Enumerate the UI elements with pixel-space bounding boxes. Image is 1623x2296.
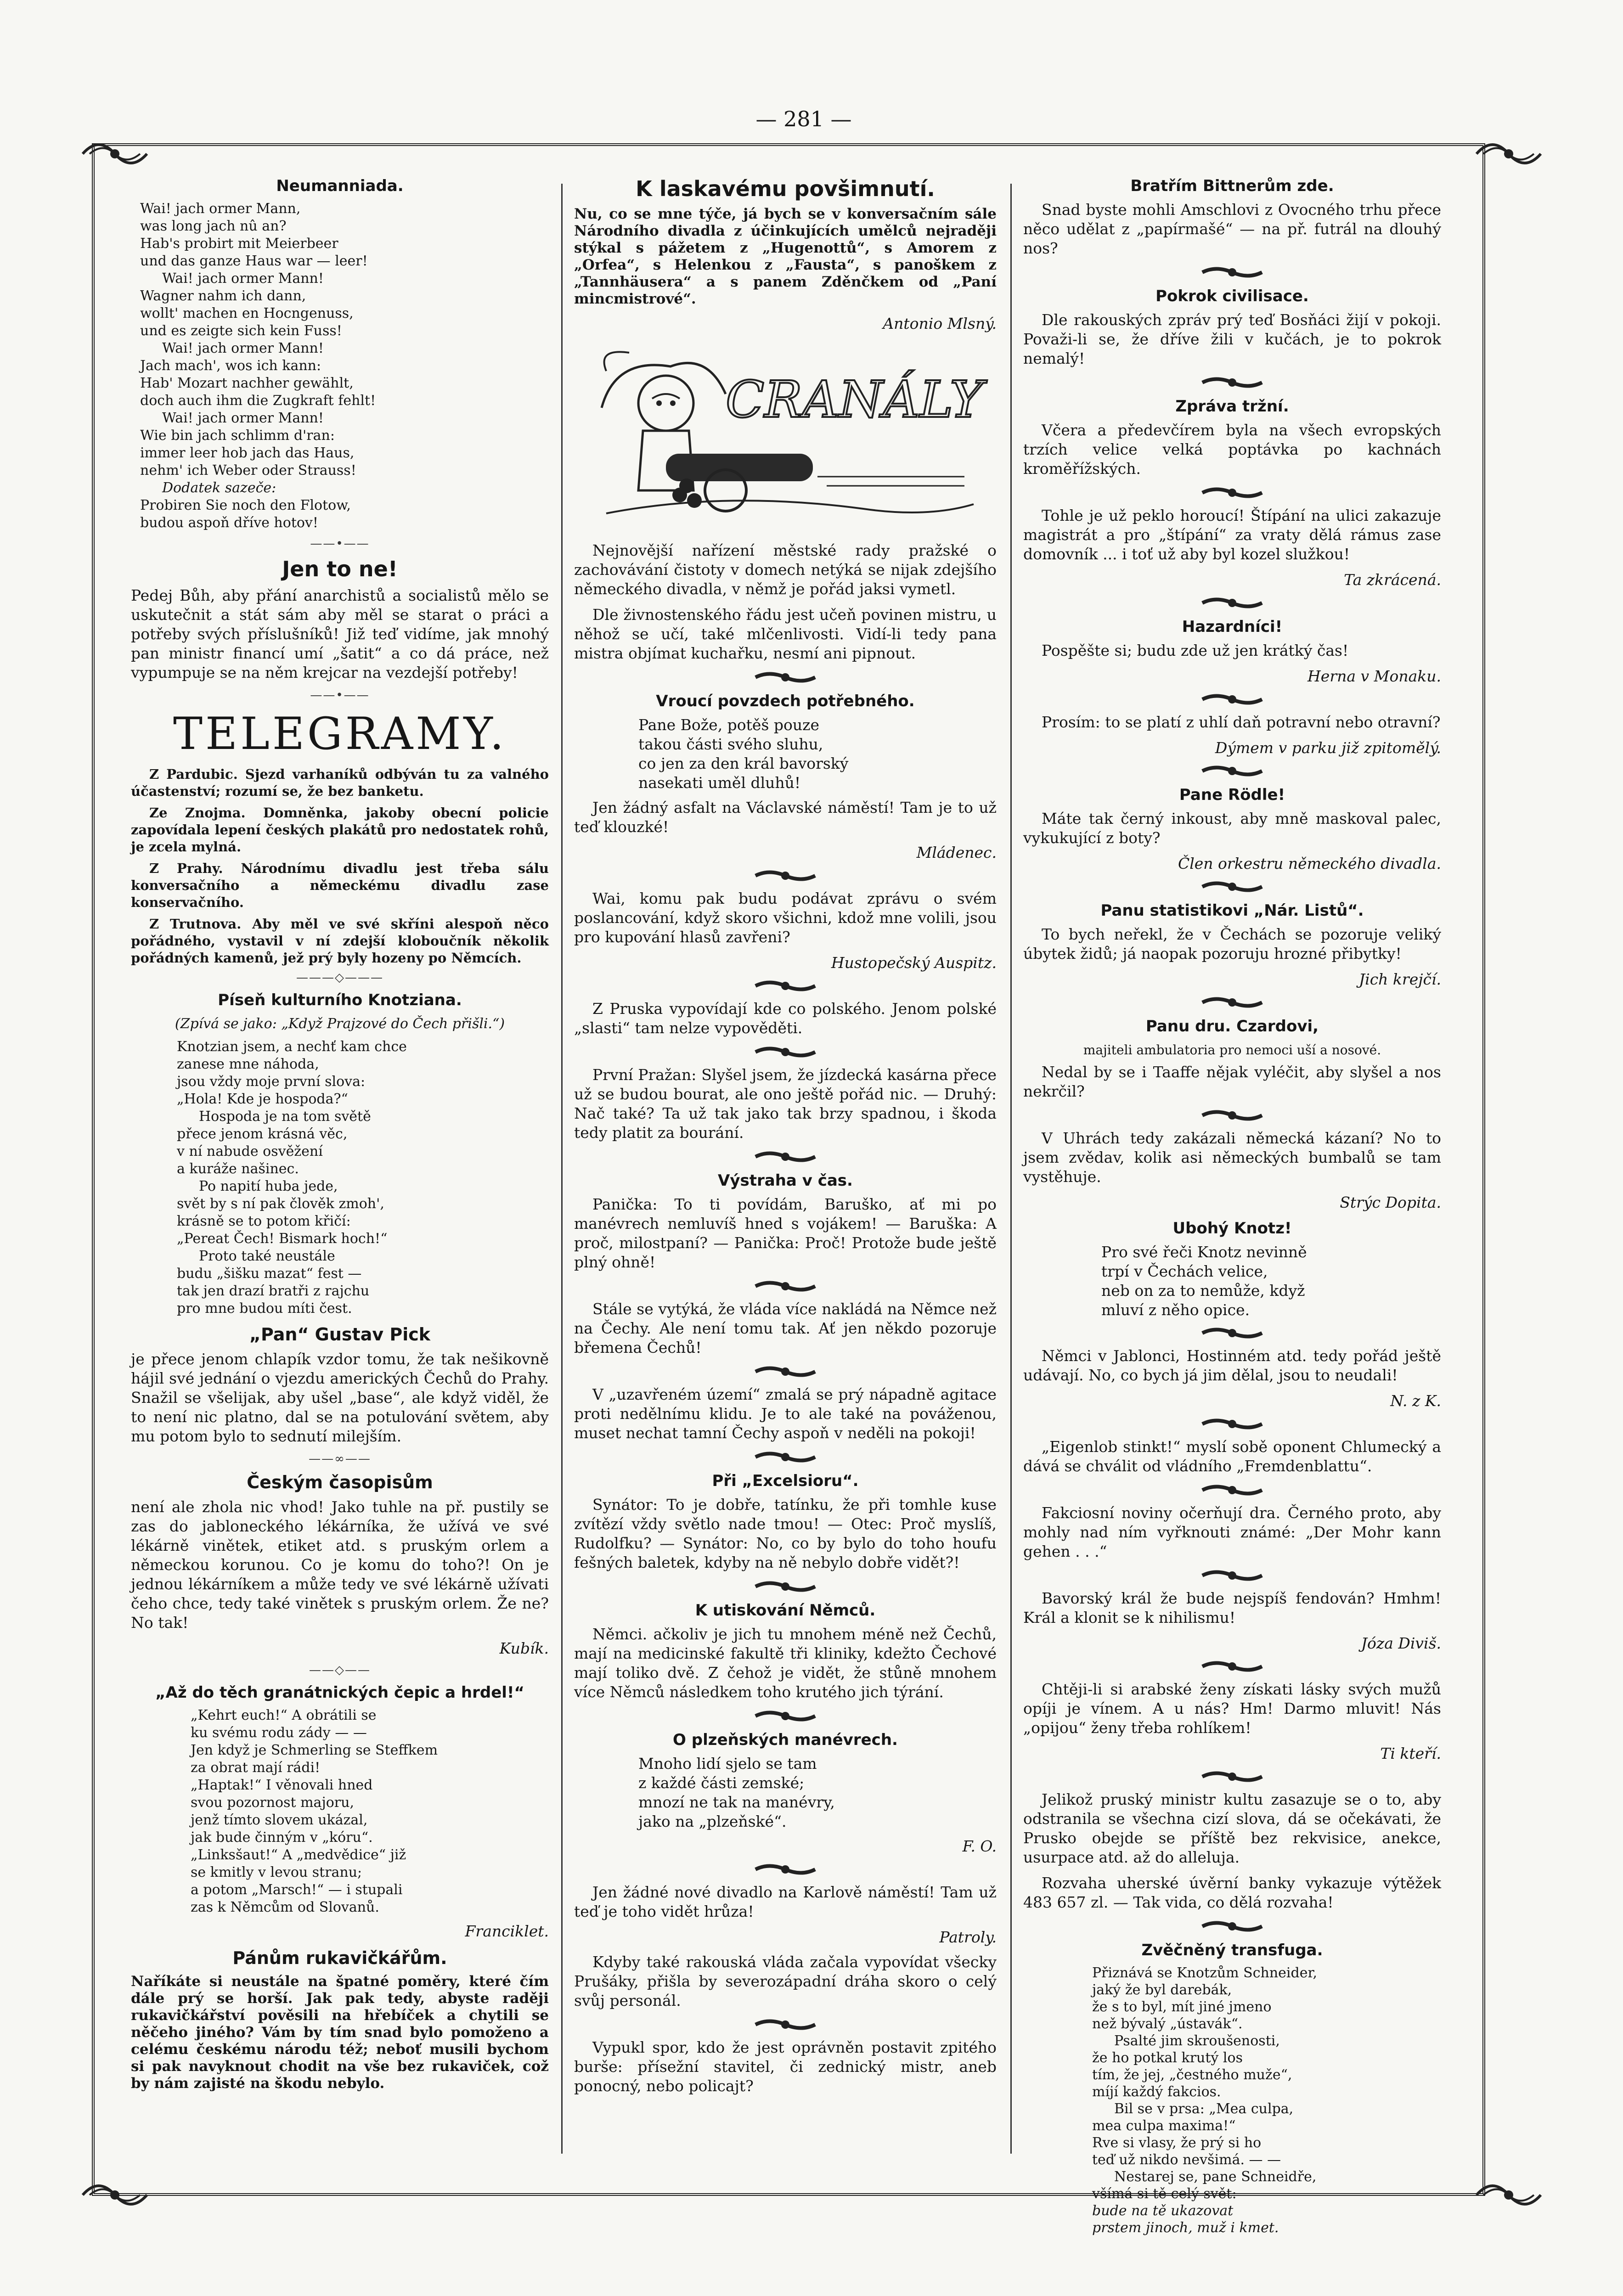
poem-line: Wai! jach ormer Mann, — [140, 201, 301, 217]
povzdech-poem — [574, 715, 997, 793]
poem-line: Hab' Mozart nachher gewählt, — [140, 375, 354, 391]
poem-line: Rve si vlasy, že prý si ho — [1092, 2135, 1262, 2151]
hand-vignette-icon — [1198, 1919, 1267, 1934]
rodle-signature: Člen orkestru německého divadla. — [1178, 855, 1441, 872]
poem-line: Knotzian jsem, a nechť kam chce — [177, 1039, 407, 1055]
rukavickarum-text: Naříkáte si neustále na špatné poměry, které čím dále prý se horší. Jak pak tedy, abyste raději rukavičkářství pověsili na hřebíček a chytili se něčeho jiného? Vám by tím snad bylo pomoženo a celému českému národu též; neboť musili bychom si pak navyknout chodit na vše bez rukaviček, což by nám zajisté na škodu nebylo. — [131, 1973, 549, 2092]
hand-vignette-icon — [751, 978, 820, 994]
poem-line: tak jen drazí bratři z rajchu — [177, 1283, 370, 1299]
banka-text: Rozvaha uherské úvěrní banky vykazuje výtěžek 483 657 zl. — Tak vida, co dělá rozvaha! — [1023, 1874, 1441, 1911]
cepice-signature: Franciklet. — [465, 1922, 549, 1940]
poem-line: „Pereat Čech! Bismark hoch!“ — [177, 1231, 388, 1247]
poem-line: zanese mne náhoda, — [177, 1056, 319, 1072]
statistikovi-text: To bych neřekl, že v Čechách se pozoruje veliký úbytek židů; já naopak pozoruju hrozné přibytky! — [1023, 925, 1441, 962]
wai-signature: Hustopečský Auspitz. — [831, 954, 997, 972]
corner-ornament-icon — [1474, 133, 1543, 174]
bavorsky-text: Bavorský král že bude nejspíš fendován? Hmhm! Král a klonit se k nihilismu! — [1023, 1589, 1441, 1626]
neumanniada-poem — [131, 200, 549, 532]
hand-vignette-icon — [1198, 1568, 1267, 1583]
jablonci-signature: N. z K. — [1390, 1392, 1441, 1410]
knotz-title: Ubohý Knotz! — [1172, 1219, 1292, 1238]
poem-line: svou pozornost majoru, — [191, 1795, 355, 1811]
poem-line: Po napití huba jede, — [199, 1178, 338, 1194]
poem-line: „Haptak!“ I věnovali hned — [191, 1777, 373, 1793]
separator: ——•—— — [310, 537, 370, 551]
poem-line: Pane Bože, potěš pouze — [638, 716, 820, 734]
poem-line: immer leer hob jach das Haus, — [140, 445, 355, 461]
poem-line: Jen když je Schmerling se Steffkem — [191, 1742, 438, 1758]
separator: ——∞—— — [309, 1452, 371, 1466]
excelsior-title: Při „Excelsioru“. — [712, 1472, 859, 1490]
hand-vignette-icon — [1198, 692, 1267, 707]
column-left — [131, 170, 549, 2186]
jablonci-text: Němci v Jablonci, Hostinném atd. tedy pořád ještě udávají. No, co bych já jim dělal, jsou to neudali! — [1023, 1347, 1441, 1384]
hand-vignette-icon — [1198, 995, 1267, 1010]
poem-line: svět by s ní pak člověk zmoh', — [177, 1196, 384, 1212]
poem-line: jenž tímto slovem ukázal, — [191, 1812, 368, 1828]
poem-line: neb on za to nemůže, když — [1101, 1282, 1305, 1300]
hand-vignette-icon — [751, 868, 820, 884]
poem-line: pro mne budou míti čest. — [177, 1300, 352, 1317]
hand-vignette-icon — [1198, 595, 1267, 611]
czardovi-subtitle: majiteli ambulatoria pro nemoci uší a nosové. — [1083, 1042, 1381, 1058]
pruska-text: Z Pruska vypovídají kde co polského. Jenom polské „slasti“ tam nelze vypověděti. — [574, 1000, 997, 1037]
pisen-poem — [131, 1038, 549, 1317]
poem-line: ku svému rodu zády — — — [191, 1725, 367, 1741]
column-middle — [574, 170, 997, 2186]
jen-to-ne-text: Pedej Bůh, aby přání anarchistů a socialistů mělo se uskutečnit a stát sám aby měl se starat o práci a potřeby svých příslušníků! Již teď vidíme, jak mnohý pan ministr financí umí „šatit“ a co dá práce, než vypumpuje se na něm krejcar na vezdejší potřeby! — [131, 586, 549, 681]
hand-vignette-icon — [1198, 375, 1267, 390]
bittnerum-text: Snad byste mohli Amschlovi z Ovocného trhu přece něco udělat z „papírmašé“ — na př. futrál na dlouhý nos? — [1023, 201, 1441, 257]
stale-text: Stále se vytýká, že vláda více nakládá na Němce než na Čechy. Ale není tomu tak. Ať jen někdo pozoruje břemena Čechů! — [574, 1300, 997, 1356]
poem-line: und das ganze Haus war — leer! — [140, 253, 368, 269]
statistikovi-signature: Jich krejčí. — [1358, 970, 1441, 988]
poem-line: „Kehrt euch!“ A obrátili se — [191, 1707, 377, 1723]
asfalt-text: Jen žádný asfalt na Václavské náměstí! Tam je to už teď klouzké! — [574, 799, 997, 836]
hand-vignette-icon — [751, 2017, 820, 2032]
poem-line: „Hola! Kde je hospoda?“ — [177, 1091, 348, 1107]
arabske-signature: Ti kteří. — [1380, 1745, 1441, 1762]
laskavemu-text: Nu, co se mne týče, já bych se v konversačním sále Národního divadla z účinkujících umělců nejraději stýkal s pážetem z „Hugenottů“, s Amorem z „Orfea“, s Helenkou z „Fausta“, s panoškem z „Tannhäusera“ a s panem Zděnčkem od „Paní mincmistrové“. — [574, 206, 997, 307]
civilisace-title: Pokrok civilisace. — [1155, 287, 1309, 305]
vystraha-title: Výstraha v čas. — [718, 1171, 853, 1190]
hazardnici-signature: Herna v Monaku. — [1307, 667, 1441, 685]
pick-title: „Pan“ Gustav Pick — [249, 1324, 431, 1345]
telegram-item: Z Pardubic. Sjezd varhaníků odbýván tu za valného účastenství; rozumí se, že bez banketu. — [131, 766, 549, 799]
poem-line: krásně se to potom křičí: — [177, 1213, 351, 1229]
poem-line: zas k Němcům od Slovanů. — [191, 1899, 379, 1915]
transfuga-title: Zvěčněný transfuga. — [1141, 1941, 1323, 1959]
hand-vignette-icon — [1198, 485, 1267, 501]
pick-text: je přece jenom chlapík vzdor tomu, že tak nešikovně hájil své jednání o vjezdu amerických Čechů do Prahy. Snažil se všelijak, aby ušel „base“, ale když viděl, že to není nic platno, dal se na potulování světem, aby mu potom bylo to sednutí milejším. — [131, 1350, 549, 1445]
prusaky-text: Kdyby také rakouská vláda začala vypovídat všecky Prušáky, přišla by severozápadní dráha skoro o celý svůj personál. — [574, 1953, 997, 2009]
poem-line: Hab's probirt mit Meierbeer — [140, 236, 338, 252]
poem-line: Jach mach', wos ich kann: — [140, 358, 321, 374]
poem-line: budu „šišku mazat“ fest — — [177, 1266, 362, 1282]
trzni-title: Zpráva tržní. — [1175, 397, 1289, 416]
casopisum-text: není ale zhola nic vhod! Jako tuhle na př. pustily se zas do jabloneckého lékárníka, že užívá ve své lékárně vinětek, etiket atd. s pruským orlem a německou korunou. Co je komu do toho?! On je jednou lékárníkem a může tedy ve své lékárně užívati čeho chce, tedy také vinětek s pruským orlem. Že ne? No tak! — [131, 1498, 549, 1632]
telegram-item: Z Prahy. Národnímu divadlu jest třeba sálu konversačního a německému divadlu zase konservačního. — [131, 861, 549, 910]
hand-vignette-icon — [751, 1044, 820, 1060]
separator: ——◇—— — [309, 1663, 371, 1677]
poem-line: jak bude činným v „kóru“. — [191, 1829, 373, 1846]
spor-text: Vypukl spor, kdo že jest oprávněn postavit zpitého burše: přísežní stavitel, či zednický mistr, aneb ponocný, nebo policajt? — [574, 2038, 997, 2095]
poem-line: jsou vždy moje první slova: — [177, 1074, 366, 1090]
rodle-title: Pane Rödle! — [1179, 786, 1285, 804]
asfalt-signature: Mládenec. — [916, 844, 997, 861]
poem-line: se kmitly v levou stranu; — [191, 1864, 362, 1880]
kultu-text: Jelikož pruský ministr kultu zasazuje se o to, aby odstranila se všechna cizí slova, dá se očekávati, že Prusko obejde se příště bez rekvisice, anekce, usurpace atd. až do alleluja. — [1023, 1790, 1441, 1866]
poem-line: Proto také neustále — [199, 1248, 335, 1264]
corner-ornament-icon — [1474, 2174, 1543, 2216]
poem-line: mluví z něho opice. — [1101, 1301, 1250, 1319]
uhrach-text: V Uhrách tedy zakázali německá kázaní? No to jsem zvědav, kolik asi německých bumbalů se tam vystěhuje. — [1023, 1129, 1441, 1186]
jen-to-ne-title: Jen to ne! — [282, 557, 398, 581]
hand-vignette-icon — [751, 1579, 820, 1594]
poem-line: Dodatek sazeče: — [162, 480, 276, 496]
rodle-text: Máte tak černý inkoust, aby mně maskoval palec, vykukující z boty? — [1023, 810, 1441, 847]
trzni-text: Včera a předevčírem byla na všech evropských trzích velice velká poptávka po kachnách kroměřížských. — [1023, 421, 1441, 478]
poem-line: jaký že byl darebák, — [1092, 1982, 1232, 1998]
divadlo-text: Jen žádné nové divadlo na Karlově náměstí! Tam už teď je toho vidět hrůza! — [574, 1883, 997, 1920]
prazan-text: První Pražan: Slyšel jsem, že jízdecká kasárna přece už se budou bourat, ale ono ještě pořád nic. — Druhý: Nač také? Ta už tak jako tak brzy spadnou, i škoda tedy platit za bourání. — [574, 1066, 997, 1142]
hand-vignette-icon — [1198, 1659, 1267, 1674]
poem-line: nasekati uměl dluhů! — [638, 774, 801, 792]
peklo-text: Tohle je už peklo horoucí! Štípání na ulici zakazuje magistrát a pro „štípání“ za vraty dělá rámus zase domovník ... i toť už aby byl kozel služkou! — [1023, 506, 1441, 563]
poem-line: budou aspoň dříve hotov! — [140, 515, 318, 531]
hand-vignette-icon — [751, 1449, 820, 1465]
rukavickarum-title: Pánům rukavičkářům. — [232, 1948, 447, 1968]
cepice-poem — [131, 1707, 549, 1916]
hazardnici-title: Hazardníci! — [1182, 618, 1283, 636]
poem-line: teď už nikdo nevšimá. — — — [1092, 2152, 1281, 2168]
pisen-subtitle: (Zpívá se jako: „Když Prajzové do Čech přišli.“) — [175, 1016, 505, 1032]
hand-vignette-icon — [1198, 763, 1267, 779]
hand-vignette-icon — [1198, 879, 1267, 895]
poem-line: Hospoda je na tom světě — [199, 1109, 371, 1125]
poem-line: prstem jinoch, muž i kmet. — [1092, 2220, 1279, 2236]
telegramy-title: TELEGRAMY. — [173, 708, 507, 760]
separator: ———◇——— — [296, 971, 383, 985]
poem-line: wollt' machen en Hocngenuss, — [140, 305, 354, 321]
eigenlob-text: „Eigenlob stinkt!“ myslí sobě oponent Chlumecký a dává se chválit od vládního „Fremdenblattu“. — [1023, 1438, 1441, 1475]
uhli-signature: Dýmem v parku již zpitomělý. — [1215, 739, 1441, 757]
poem-line: Přiznává se Knotzům Schneider, — [1092, 1965, 1318, 1981]
zivnostensky-text: Dle živnostenského řádu jest učeň povinen mistru, u něhož se učí, také mlčenlivosti. Vidí-li tedy pana mistra objímat kuchařku, nesmí ani pipnout. — [574, 606, 997, 662]
manevrech-title: O plzeňských manévrech. — [673, 1731, 898, 1749]
poem-line: Wagner nahm ich dann, — [140, 288, 306, 304]
poem-line: nehm' ich Weber oder Strauss! — [140, 462, 356, 478]
hand-vignette-icon — [751, 1862, 820, 1877]
casopisum-title: Českým časopisům — [247, 1472, 433, 1492]
manevrech-poem — [574, 1754, 997, 1831]
cranaly-banner-illustration — [588, 339, 983, 532]
povzdech-title: Vroucí povzdech potřebného. — [656, 692, 915, 710]
poem-line: Probiren Sie noch den Flotow, — [140, 497, 351, 513]
laskavemu-title: K laskavému povšimnutí. — [636, 176, 935, 201]
divadlo-signature: Patroly. — [939, 1928, 997, 1946]
poem-line: přece jenom krásná věc, — [177, 1126, 348, 1142]
column-rule — [1010, 184, 1012, 2154]
poem-line: z každé části zemské; — [638, 1774, 805, 1792]
poem-line: Mnoho lidí sjelo se tam — [638, 1755, 817, 1773]
poem-line: že ho potkal krutý los — [1092, 2050, 1243, 2066]
hand-vignette-icon — [1198, 1482, 1267, 1498]
hand-vignette-icon — [751, 1708, 820, 1724]
column-rule — [561, 184, 563, 2154]
poem-line: Nestarej se, pane Schneidře, — [1114, 2169, 1317, 2185]
poem-line: takou části svého sluhu, — [638, 735, 823, 753]
hand-vignette-icon — [751, 670, 820, 685]
utiskovani-text: Němci. ačkoliv je jich tu mnohem méně než Čechů, mají na medicinské fakultě tři kliniky, kdežto Čechové mají toliko dvě. Z čehož je vidět, že stůně mnohem více Němců následkem toho krutého jich týrání. — [574, 1625, 997, 1701]
hand-vignette-icon — [751, 1149, 820, 1165]
faktiosni-text: Fakciosní noviny očerňují dra. Černého proto, aby mohly nad ním vyřknouti známé: „Der Mohr kann gehen . . .“ — [1023, 1504, 1441, 1560]
poem-line: jako na „plzeňské“. — [638, 1812, 787, 1830]
poem-line: za obrat mají rádi! — [191, 1760, 321, 1776]
page-number: — 281 — — [755, 107, 852, 131]
manevrech-signature: F. O. — [962, 1837, 997, 1855]
utiskovani-title: K utiskování Němců. — [695, 1601, 876, 1620]
poem-line: Wai! jach ormer Mann! — [162, 340, 324, 356]
poem-line: Bil se v prsa: „Mea culpa, — [1114, 2101, 1294, 2117]
hazardnici-text: Pospěšte si; budu zde už jen krátký čas! — [1042, 642, 1349, 659]
poem-line: was long jach nû an? — [140, 218, 287, 234]
casopisum-signature: Kubík. — [499, 1639, 549, 1657]
pisen-title: Píseň kulturního Knotziana. — [218, 991, 462, 1009]
poem-line: Pro své řeči Knotz nevinně — [1101, 1243, 1307, 1261]
poem-line: doch auch ihm die Zugkraft fehlt! — [140, 393, 376, 409]
poem-line: všímá si tě celý svět: — [1092, 2186, 1237, 2202]
poem-line: že s to byl, mít jiné jmeno — [1092, 1999, 1272, 2015]
separator: ——•—— — [310, 688, 370, 702]
column-right — [1023, 170, 1441, 2236]
czardovi-text: Nedal by se i Taaffe nějak vyléčit, aby slyšel a nos nekrčil? — [1023, 1063, 1441, 1100]
bittnerum-title: Bratřím Bittnerům zde. — [1130, 177, 1334, 195]
poem-line: Psalté jim skroušenosti, — [1114, 2033, 1280, 2049]
czardovi-title: Panu dru. Czardovi, — [1145, 1017, 1319, 1035]
poem-line: Wie bin jach schlimm d'ran: — [140, 428, 335, 444]
poem-line: a potom „Marsch!“ — i stupali — [191, 1882, 403, 1898]
poem-line: trpí v Čechách velice, — [1101, 1262, 1268, 1280]
poem-line: mnozí ne tak na manévry, — [638, 1793, 835, 1811]
poem-line: míjí každý fakcios. — [1092, 2084, 1221, 2100]
cepice-title: „Až do těch granátnických čepic a hrdel!“ — [155, 1683, 524, 1702]
vystraha-text: Panička: To ti povídám, Baruško, ať mi po manévrech nemluvíš hned s vojákem! — Baruška: A proč, milostpaní? — Panička: Proč! Protože bude ještě plný ohně! — [574, 1195, 997, 1271]
poem-line: Wai! jach ormer Mann! — [162, 270, 324, 287]
poem-line: tím, že jej, „čestného muže“, — [1092, 2067, 1292, 2083]
peklo-signature: Ta zkrácená. — [1344, 571, 1441, 589]
poem-line: bude na tě ukazovat — [1092, 2203, 1234, 2219]
poem-line: co jen za den král bavorský — [638, 754, 849, 772]
hand-vignette-icon — [1198, 1769, 1267, 1784]
uhrach-signature: Strýc Dopita. — [1340, 1193, 1441, 1211]
hand-vignette-icon — [1198, 264, 1267, 280]
uzavrenem-text: V „uzavřeném území“ zmalá se prý nápadně agitace proti nedělnímu klidu. Je to ale také na pováženou, muset nechat tamní Čechy aspoň v neděli na pokoji! — [574, 1385, 997, 1442]
transfuga-poem — [1023, 1964, 1441, 2236]
banner-lettering: CRANÁLY — [726, 370, 983, 429]
wai-text: Wai, komu pak budu podávat zprávu o svém poslancování, když skoro všichni, kdož mne volili, jsou pro kupování hlasů zavřeni? — [574, 889, 997, 946]
hand-vignette-icon — [1198, 1416, 1267, 1432]
poem-line: v ní nabude osvěžení — [177, 1143, 323, 1159]
laskavemu-signature: Antonio Mlsný. — [883, 315, 997, 332]
poem-line: und es zeigte sich kein Fuss! — [140, 323, 342, 339]
civilisace-text: Dle rakouských zpráv prý teď Bosňáci žijí v pokoji. Považi-li se, že dříve žili v kučách, je to pokrok nemalý! — [1023, 311, 1441, 367]
poem-line: mea culpa maxima!“ — [1092, 2118, 1236, 2134]
statistikovi-title: Panu statistikovi „Nár. Listů“. — [1100, 901, 1364, 920]
telegram-item: Ze Znojma. Domněnka, jakoby obecní policie zapovídala lepení českých plakátů pro nedostatek rohů, je zcela mylná. — [131, 805, 549, 855]
bavorsky-signature: Józa Diviš. — [1361, 1634, 1441, 1652]
knotz-poem — [1023, 1243, 1441, 1320]
telegram-item: Z Trutnova. Aby měl ve své skříni alespoň něco pořádného, vystavil v ní zdejší kloboučník několik pořádných kamenů, jež prý byly hozeny po Němcích. — [131, 916, 549, 966]
corner-ornament-icon — [80, 133, 149, 174]
neumanniada-title: Neumanniada. — [276, 177, 404, 195]
poem-line: „Linksšaut!“ A „medvědice“ již — [191, 1847, 406, 1863]
hand-vignette-icon — [751, 1364, 820, 1379]
intro-text: Nejnovější nařízení městské rady pražské o zachovávání čistoty v domech netýká se nijak zdejšího německého divadla, v němž je pořád jaksi vymetl. — [574, 541, 997, 598]
arabske-text: Chtěji-li si arabské ženy získati lásky svých mužů opíji je vínem. A u nás? Hm! Darmo mluvit! Nás „opijou“ ženy třeba rohlíkem! — [1023, 1680, 1441, 1737]
uhli-text: Prosím: to se platí z uhlí daň potravní nebo otravní? — [1042, 713, 1441, 731]
excelsior-text: Synátor: To je dobře, tatínku, že při tomhle kuse zvítězí vždy světlo nade tmou! — Otec: Proč myslíš, Rudolfku? — Synátor: No, co by bylo do toho houfu fešných baletek, kdyby na ně nebylo dobře vidět?! — [574, 1496, 997, 1571]
hand-vignette-icon — [751, 1278, 820, 1294]
poem-line: Wai! jach ormer Mann! — [162, 410, 324, 426]
hand-vignette-icon — [1198, 1325, 1267, 1341]
poem-line: než bývalý „ústavák“. — [1092, 2016, 1243, 2032]
poem-line: a kuráže našinec. — [177, 1161, 299, 1177]
hand-vignette-icon — [1198, 1108, 1267, 1123]
